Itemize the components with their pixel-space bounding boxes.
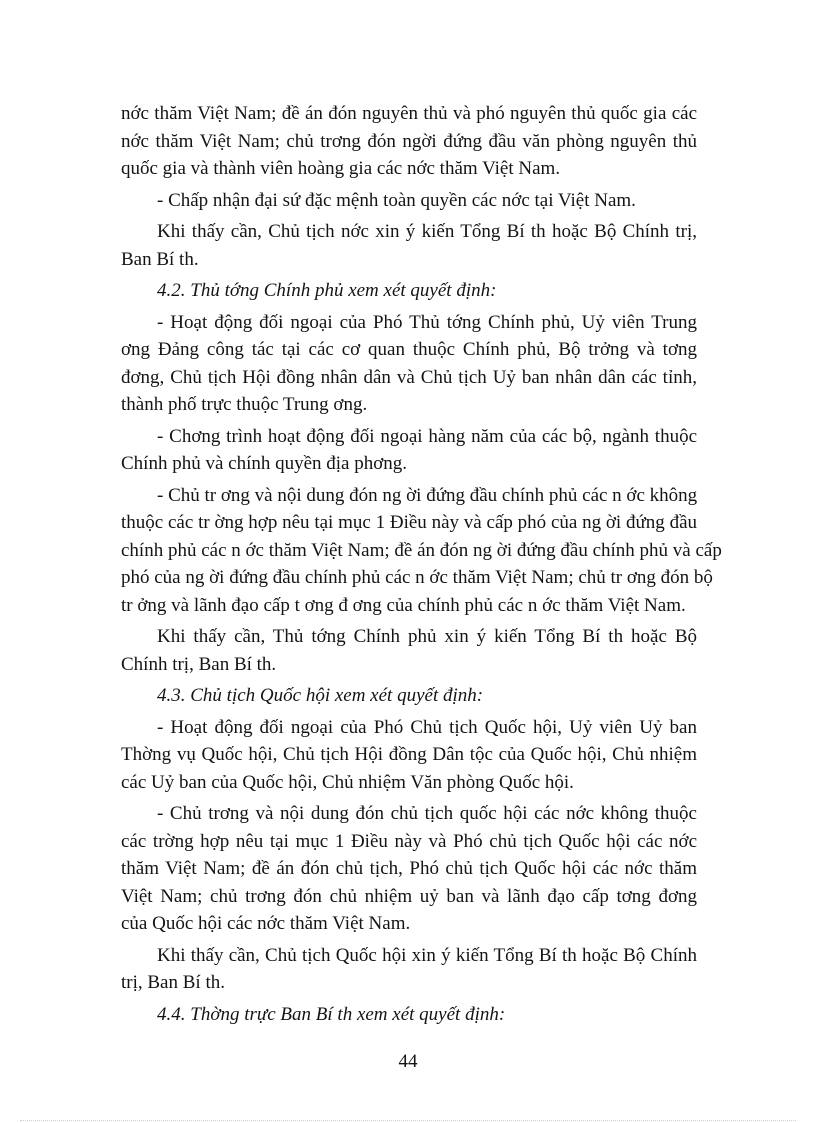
text-line: nớc thăm Việt Nam; đề án đón nguyên thủ và phó nguyên thủ quốc gia các [121, 103, 697, 124]
section-heading: 4.4. Thờng trực Ban Bí th xem xét quyết định: [157, 1003, 506, 1025]
text-line: Việt Nam; chủ trơng đón chủ nhiệm uỷ ban và lãnh đạo cấp tơng đơng [121, 885, 697, 907]
text-line: Ban Bí th. [121, 248, 199, 270]
text-line: thành phố trực thuộc Trung ơng. [121, 394, 368, 415]
section-heading: 4.2. Thủ tớng Chính phủ xem xét quyết định: [157, 280, 497, 301]
text-line: phó của ng ời đứng đầu chính phủ các n ớc thăm Việt Nam; chủ tr ơng đón bộ [121, 567, 713, 588]
section-heading: 4.3. Chủ tịch Quốc hội xem xét quyết định: [157, 685, 484, 706]
text-line: - Hoạt động đối ngoại của Phó Thủ tớng Chính phủ, Uỷ viên Trung [157, 311, 697, 333]
text-line: - Hoạt động đối ngoại của Phó Chủ tịch Quốc hội, Uỷ viên Uỷ ban [157, 716, 697, 738]
text-line: thuộc các tr ờng hợp nêu tại mục 1 Điều này và cấp phó của ng ời đứng đầu [121, 512, 697, 533]
text-line: tr ởng và lãnh đạo cấp t ơng đ ơng của chính phủ các n ớc thăm Việt Nam. [121, 594, 686, 616]
text-line: - Chủ trơng và nội dung đón chủ tịch quốc hội các nớc không thuộc [157, 803, 697, 824]
text-line: của Quốc hội các nớc thăm Việt Nam. [121, 913, 411, 934]
text-line: Chính phủ và chính quyền địa phơng. [121, 453, 408, 474]
text-line: thăm Việt Nam; đề án đón chủ tịch, Phó chủ tịch Quốc hội các nớc thăm [121, 858, 697, 879]
text-line: - Chơng trình hoạt động đối ngoại hàng năm của các bộ, ngành thuộc [157, 425, 697, 447]
text-line: đơng, Chủ tịch Hội đồng nhân dân và Chủ tịch Uỷ ban nhân dân các tỉnh, [121, 366, 697, 388]
text-line: các trờng hợp nêu tại mục 1 Điều này và Phó chủ tịch Quốc hội các nớc [121, 830, 697, 852]
text-line: Khi thấy cần, Chủ tịch Quốc hội xin ý kiến Tổng Bí th hoặc Bộ Chính [157, 944, 697, 966]
text-line: Thờng vụ Quốc hội, Chủ tịch Hội đồng Dân tộc của Quốc hội, Chủ nhiệm [121, 744, 697, 765]
text-line: - Chủ tr ơng và nội dung đón ng ời đứng đầu chính phủ các n ớc không [157, 484, 698, 506]
text-line: - Chấp nhận đại sứ đặc mệnh toàn quyền các nớc tại Việt Nam. [157, 189, 636, 211]
text-line: nớc thăm Việt Nam; chủ trơng đón ngời đứng đầu văn phòng nguyên thủ [121, 130, 697, 152]
text-line: quốc gia và thành viên hoàng gia các nớc thăm Việt Nam. [121, 158, 561, 179]
page-bottom-divider [20, 1120, 796, 1121]
text-line: trị, Ban Bí th. [121, 972, 225, 993]
text-line: ơng Đảng công tác tại các cơ quan thuộc Chính phủ, Bộ trởng và tơng [121, 339, 697, 360]
text-line: Khi thấy cần, Thủ tớng Chính phủ xin ý kiến Tổng Bí th hoặc Bộ [157, 626, 697, 647]
text-line: Chính trị, Ban Bí th. [121, 653, 277, 675]
text-line: các Uỷ ban của Quốc hội, Chủ nhiệm Văn phòng Quốc hội. [121, 771, 574, 793]
text-line: Khi thấy cần, Chủ tịch nớc xin ý kiến Tổng Bí th hoặc Bộ Chính trị, [157, 221, 697, 242]
body-text [121, 100, 722, 1028]
text-line: chính phủ các n ớc thăm Việt Nam; đề án đón ng ời đứng đầu chính phủ và cấp [121, 539, 722, 561]
page-number: 44 [398, 1051, 418, 1072]
